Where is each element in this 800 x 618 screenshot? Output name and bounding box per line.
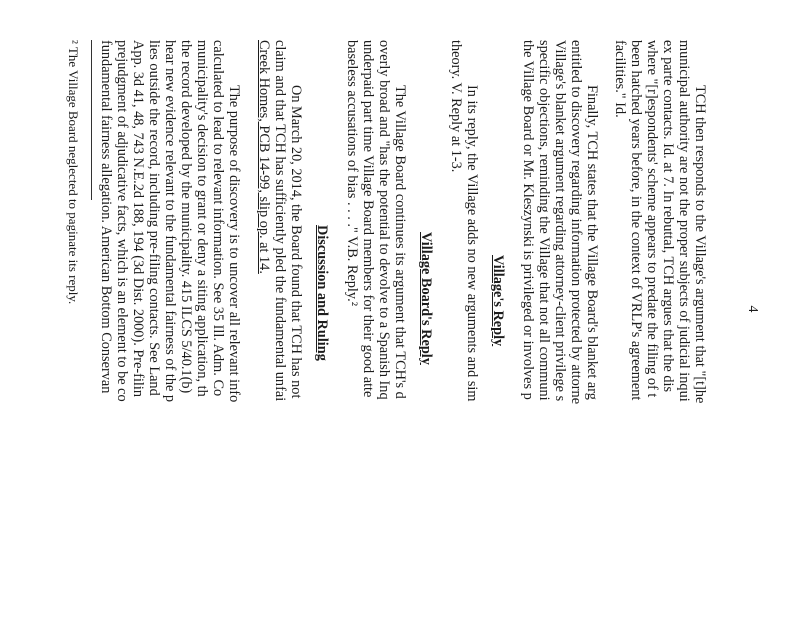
paragraph-1-line-2: municipal authority are not the proper subjects of judicial inqui [676, 40, 692, 402]
paragraph-6-line-1: The purpose of discovery is to uncover all relevant info [226, 85, 242, 403]
paragraph-1-line-1: TCH then responds to the Village's argument that "[t]he [692, 85, 708, 404]
heading-discussion-ruling: Discussion and Ruling [314, 225, 330, 361]
paragraph-5-line-3: Creek Homes, PCB 14-99, slip op. at 14. [256, 40, 272, 274]
paragraph-6-line-4: the record developed by the municipality. 415 ILCS 5/40.1(b) [178, 40, 194, 394]
paragraph-4-line-3: underpaid part time Village Board members for their good atte [360, 40, 376, 398]
footnote: ² The Village Board neglected to paginate its reply. [66, 40, 81, 305]
heading-village-board-reply: Village Board's Reply [418, 232, 434, 365]
paragraph-1-line-5: been hatched years before, in the context of VRLP's agreement [628, 40, 644, 401]
paragraph-6-line-5: hear new evidence relevant to the fundamental fairness of the p [162, 40, 178, 403]
paragraph-5-line-2: claim and that TCH has sufficiently pled the fundamental unfai [272, 40, 288, 402]
page-number: 4 [745, 305, 760, 313]
paragraph-4-line-2: overly broad and "has the potential to devolve to a Spanish Inq [376, 40, 392, 400]
paragraph-3-line-2: theory. V. Reply at 1-3. [448, 40, 464, 173]
paragraph-1-line-3: ex parte contacts. Id. at 7. In rebuttal, TCH argues that the dis [660, 40, 676, 393]
paragraph-6-line-8: prejudgment of adjudicative facts, which is an element to be co [114, 40, 130, 402]
paragraph-6-line-7: App. 3d 41, 48, 743 N.E.2d 188, 194 (3d Dist. 2000). Pre-filin [130, 40, 146, 398]
paragraph-1-line-4: where "[r]espondents' scheme appears to predate the filing of t [644, 40, 660, 398]
paragraph-2-line-4: specific objections, reminding the Village that not all communi [536, 40, 552, 401]
paragraph-2-line-5: the Village Board or Mr. Kleszynski is privileged or involves p [520, 40, 536, 400]
paragraph-4-line-1: The Village Board continues its argument that TCH's d [392, 85, 408, 399]
paragraph-6-line-9: fundamental fairness allegation. American Bottom Conservan [98, 40, 114, 394]
heading-villages-reply: Village's Reply [490, 255, 506, 347]
paragraph-2-line-3: Village's blanket argument regarding attorney-client privilege s [552, 40, 568, 402]
paragraph-1-line-6: facilities." Id. [612, 40, 628, 118]
paragraph-2-line-2: entitled to discovery regarding information protected by attorne [568, 40, 584, 405]
paragraph-2-line-1: Finally, TCH states that the Village Board's blanket arg [584, 85, 600, 400]
paragraph-4-line-4: baseless accusations of bias . . . ." V.B. Reply.² [344, 40, 360, 306]
paragraph-5-line-1: On March 20, 2014, the Board found that TCH has not [288, 85, 304, 399]
footnote-divider [91, 40, 92, 200]
paragraph-6-line-2: calculated to lead to relevant information. See 35 Ill. Adm. Co [210, 40, 226, 397]
paragraph-6-line-3: municipality's decision to grant or deny a siting application, th [194, 40, 210, 397]
paragraph-6-line-6: lies outside the record, including pre-filing contacts. See Land [146, 40, 162, 396]
paragraph-3-line-1: In its reply, the Village adds no new arguments and sim [464, 85, 480, 402]
